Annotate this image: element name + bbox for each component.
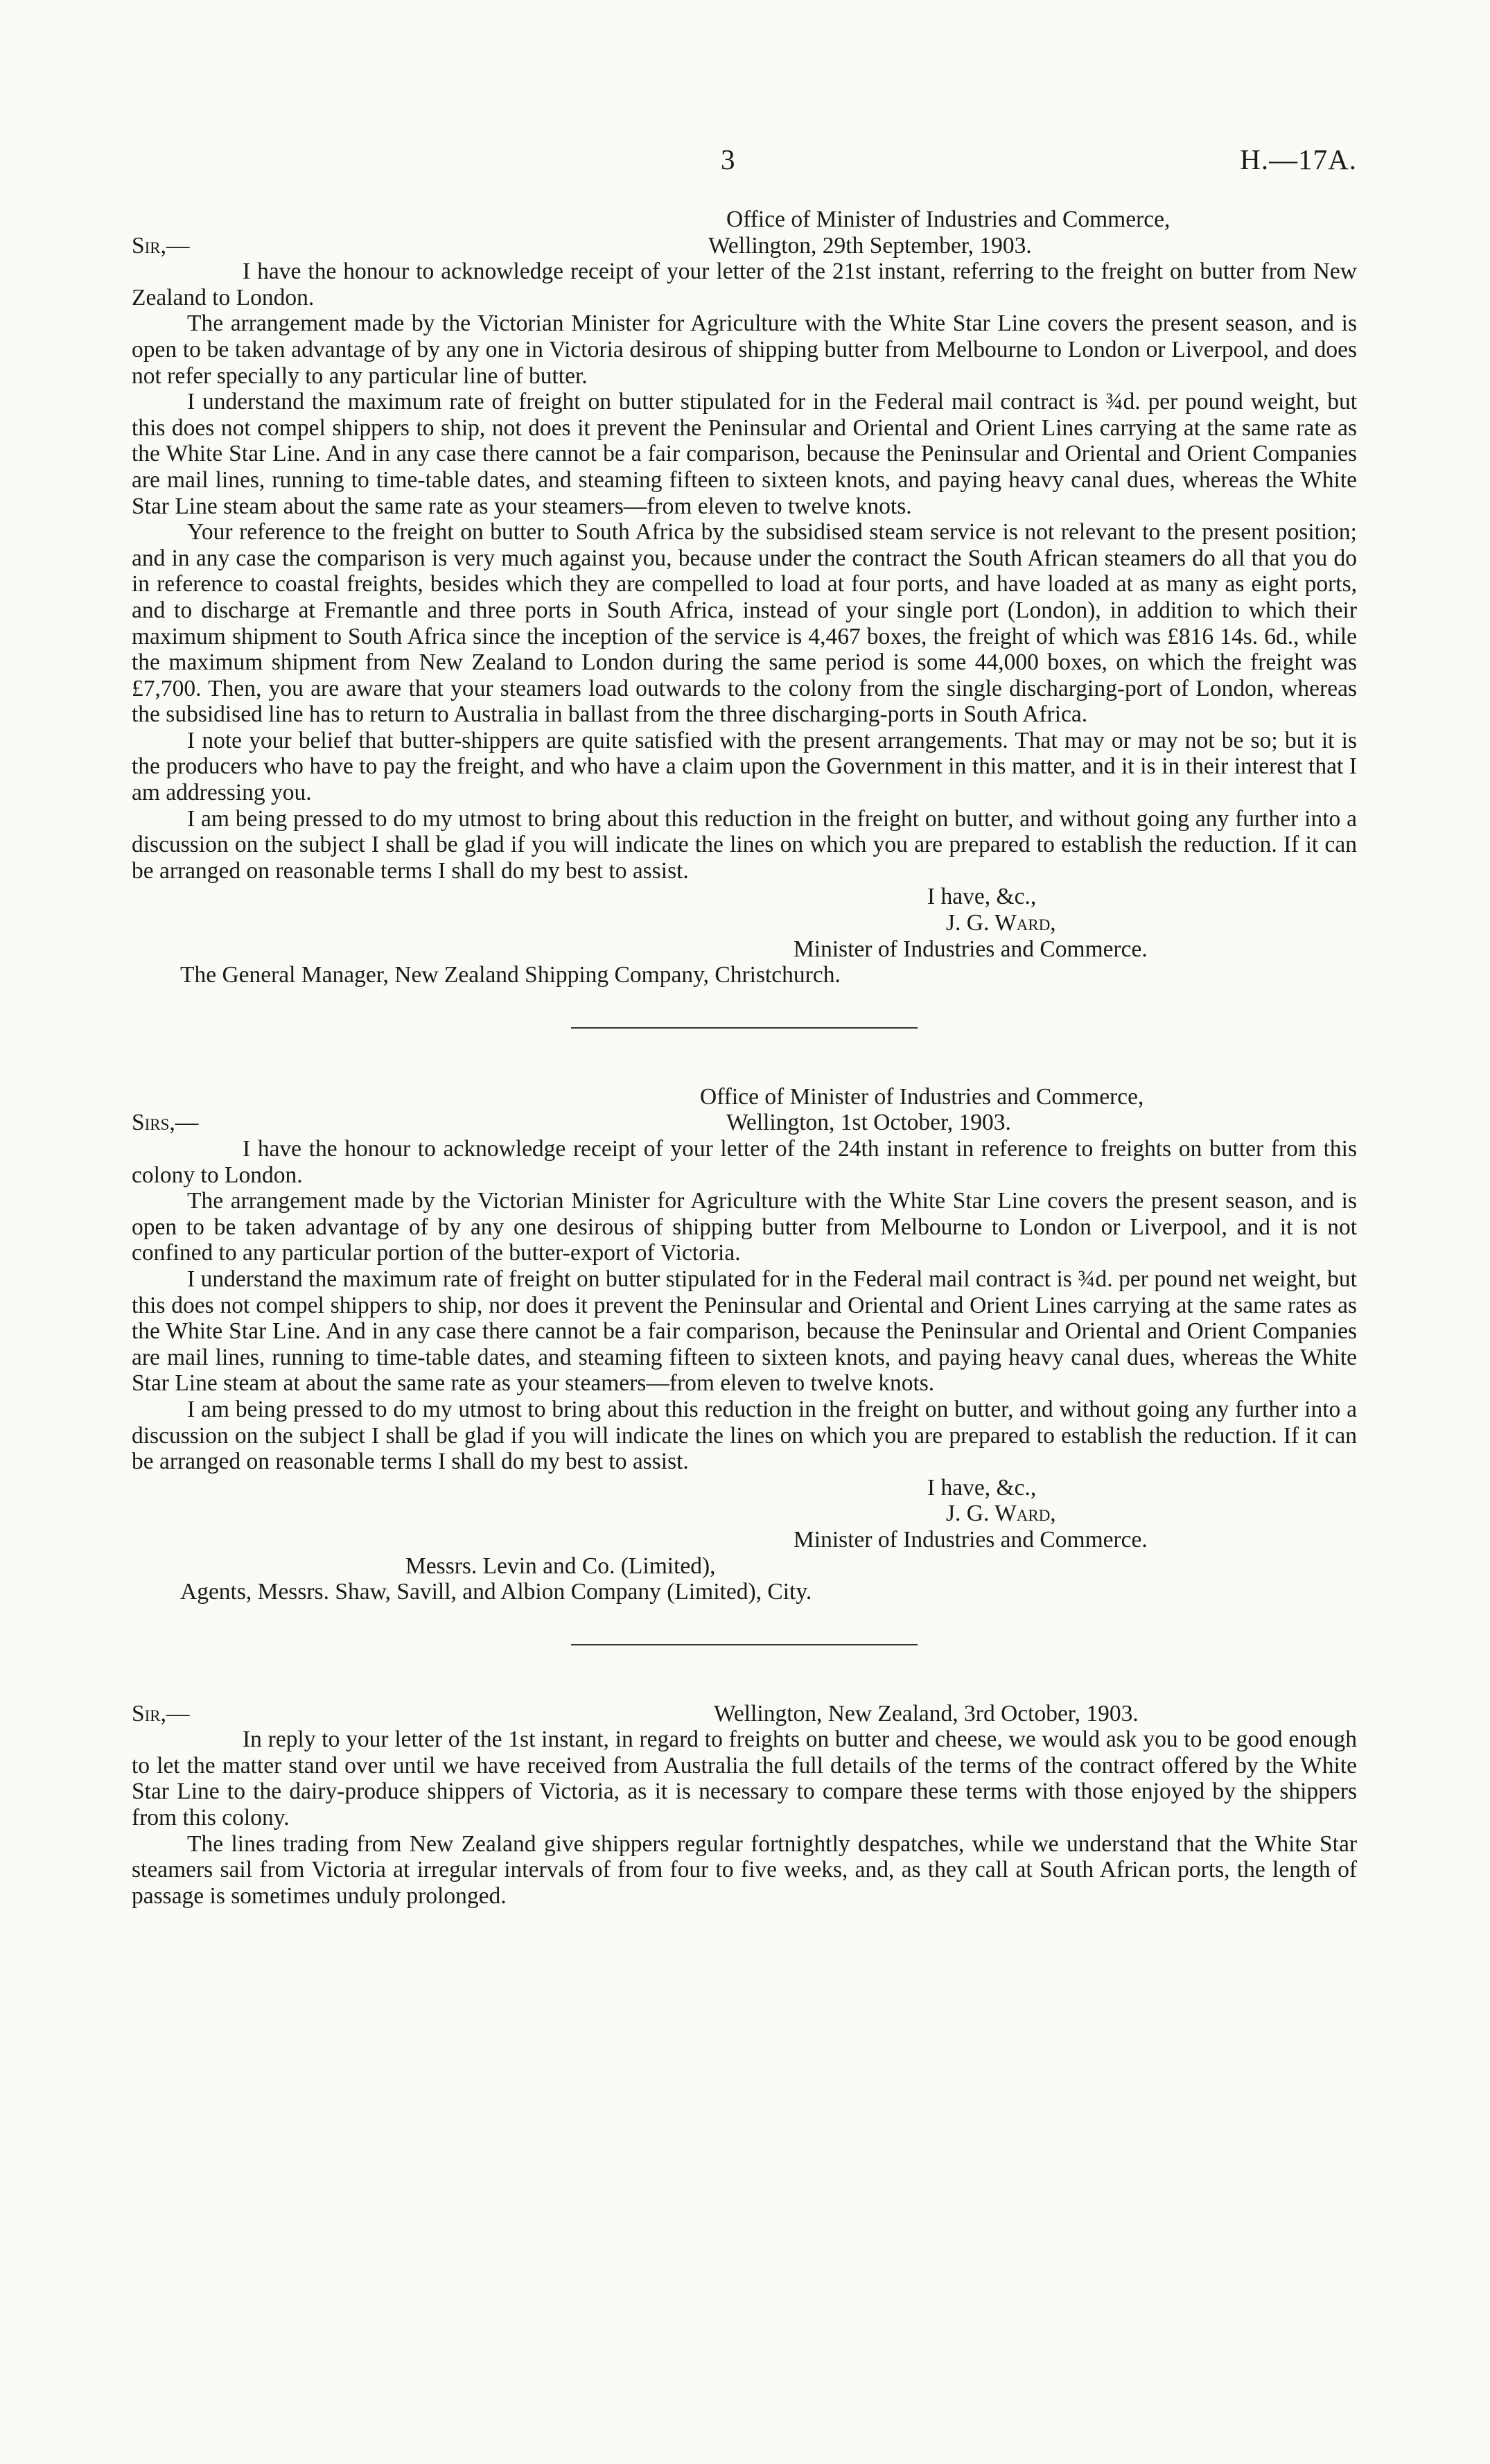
page-number: 3	[721, 143, 735, 175]
paragraph: I have the honour to acknowledge receipt of your letter of the 21st instant, referring to the freight on butter from New Zealand to London.	[132, 259, 1357, 311]
paragraph: I understand the maximum rate of freight on butter stipulated for in the Federal mail contract is ¾d. per pound weight, but this does not compel shippers to ship, not does it prevent the Peninsular and Oriental and Orient Lines carrying at the same rate as the White Star Line. And in any case there cannot be a fair comparison, because the Peninsular and Oriental and Orient Companies are mail lines, running to time-table dates, and steaming fifteen to sixteen knots, and paying heavy canal dues, whereas the White Star Line steam about the same rate as your steamers—from eleven to twelve knots.	[132, 389, 1357, 519]
closing-row	[132, 884, 1357, 910]
paragraph: The arrangement made by the Victorian Minister for Agriculture with the White Star Line covers the present season, and is open to be taken advantage of by any one desirous of shipping butter from Melbourne to London or Liverpool, and it is not confined to any particular portion of the butter-export of Victoria.	[132, 1188, 1357, 1266]
signature: J. G. Ward,	[946, 910, 1056, 936]
salutation-row	[132, 1110, 1357, 1136]
salutation: Sir,—	[132, 232, 190, 259]
closing: I have, &c.,	[927, 1474, 1037, 1501]
salutation: Sirs,—	[132, 1110, 199, 1136]
page-header	[132, 143, 1357, 184]
salutation-row	[132, 1701, 1357, 1727]
signatory-title: Minister of Industries and Commerce.	[794, 1526, 1148, 1553]
letter-ward-to-nzsc	[132, 207, 1357, 988]
letter-date: Wellington, 1st October, 1903.	[726, 1110, 1011, 1136]
section-divider	[571, 1644, 918, 1645]
paragraph: I am being pressed to do my utmost to bring about this reduction in the freight on butter, and without going any further into a discussion on the subject I shall be glad if you will indicate the lines on which you are prepared to establish the reduction. If it can be arranged on reasonable terms I shall do my best to assist.	[132, 805, 1357, 884]
closing-row	[132, 1475, 1357, 1501]
section-divider	[571, 1027, 918, 1029]
document-body	[132, 207, 1357, 1909]
recipient: The General Manager, New Zealand Shipping Company, Christchurch.	[180, 962, 841, 988]
salutation: Sir,—	[132, 1700, 190, 1727]
paragraph: I note your belief that butter-shippers are quite satisfied with the present arrangements. That may or may not be so; but it is the producers who have to pay the freight, and who have a claim upon the Government in this matter, and it is in their interest that I am addressing you.	[132, 727, 1357, 806]
closing: I have, &c.,	[927, 884, 1037, 910]
paragraph: In reply to your letter of the 1st instant, in regard to freights on butter and cheese, we would ask you to be good enough to let the matter stand over until we have received from Australia the full details of the terms of the contract offered by the White Star Line to the dairy-produce shippers of Victoria, as it is necessary to compare these terms with those enjoyed by the shippers from this colony.	[132, 1727, 1357, 1831]
document-reference: H.—17A.	[1240, 143, 1357, 175]
paragraph: I am being pressed to do my utmost to bring about this reduction in the freight on butter, and without going any further into a discussion on the subject I shall be glad if you will indicate the lines on which you are prepared to establish the reduction. If it can be arranged on reasonable terms I shall do my best to assist.	[132, 1396, 1357, 1475]
paragraph: The arrangement made by the Victorian Minister for Agriculture with the White Star Line covers the present season, and is open to be taken advantage of by any one in Victoria desirous of shipping butter from Melbourne to London or Liverpool, and does not refer specially to any particular line of butter.	[132, 311, 1357, 389]
letter-office: Office of Minister of Industries and Commerce,	[700, 1083, 1144, 1110]
letter-office: Office of Minister of Industries and Commerce,	[726, 207, 1171, 232]
salutation-row	[132, 233, 1357, 259]
paragraph: Your reference to the freight on butter to South Africa by the subsidised steam service is not relevant to the present position; and in any case the comparison is very much against you, because under the contract the South African steamers do all that you do in reference to coastal freights, besides which they are compelled to load at four ports, and have loaded at as many as eight ports, and to discharge at Fremantle and three ports in South Africa, instead of your single port (London), in addition to which their maximum shipment to South Africa since the inception of the service is 4,467 boxes, the freight of which was £816 14s. 6d., while the maximum shipment from New Zealand to London during the same period is some 44,000 boxes, on which the freight was £7,700. Then, you are aware that your steamers load outwards to the colony from the single discharging-port of London, whereas the subsidised line has to return to Australia in ballast from the three discharging-ports in South Africa.	[132, 519, 1357, 728]
paragraph: I understand the maximum rate of freight on butter stipulated for in the Federal mail contract is ¾d. per pound net weight, but this does not compel shippers to ship, nor does it prevent the Peninsular and Oriental and Orient Lines carrying at the same rates as the White Star Line. And in any case there cannot be a fair comparison, because the Peninsular and Oriental and Orient Companies are mail lines, running to time-table dates, and steaming fifteen to sixteen knots, and paying heavy canal dues, whereas the White Star Line steam at about the same rate as your steamers—from eleven to twelve knots.	[132, 1266, 1357, 1397]
recipient-line: Agents, Messrs. Shaw, Savill, and Albion Company (Limited), City.	[180, 1579, 812, 1605]
letter-date: Wellington, New Zealand, 3rd October, 1903.	[714, 1700, 1139, 1727]
paragraph: The lines trading from New Zealand give shippers regular fortnightly despatches, while we understand that the White Star steamers sail from Victoria at irregular intervals of from four to five weeks, and, as they call at South African ports, the length of passage is sometimes unduly prolonged.	[132, 1830, 1357, 1909]
recipient-line: Messrs. Levin and Co. (Limited),	[405, 1553, 716, 1579]
letter-ward-to-levin	[132, 1084, 1357, 1605]
signatory-title: Minister of Industries and Commerce.	[794, 936, 1148, 962]
letter-date: Wellington, 29th September, 1903.	[708, 232, 1032, 259]
paragraph: I have the honour to acknowledge receipt of your letter of the 24th instant in reference to freights on butter from this colony to London.	[132, 1136, 1357, 1188]
letter-reply	[132, 1701, 1357, 1910]
signature: J. G. Ward,	[946, 1501, 1056, 1527]
